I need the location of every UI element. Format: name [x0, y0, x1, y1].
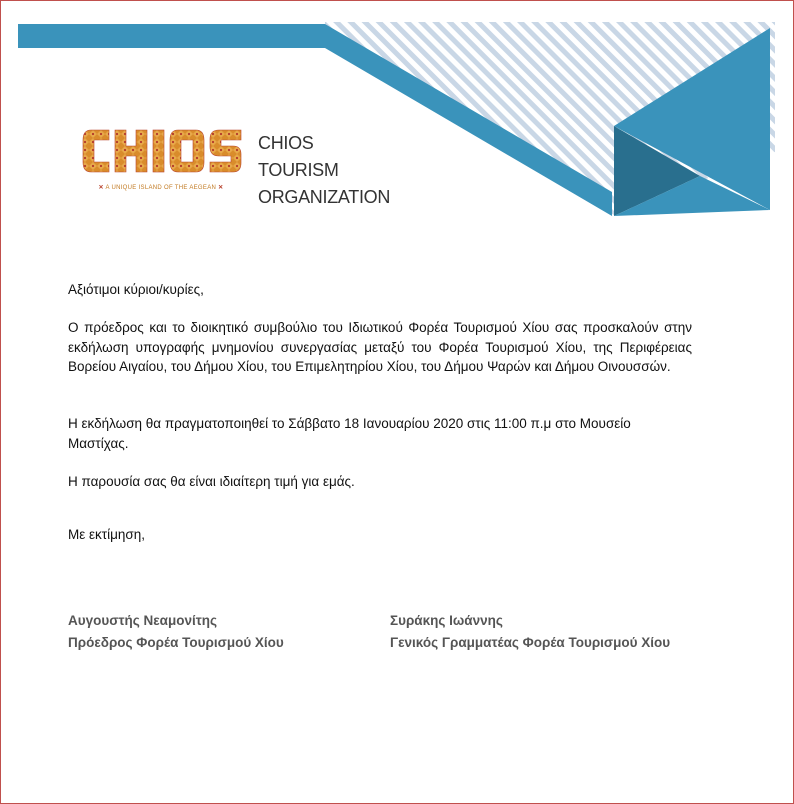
- org-name-line2: ORGANIZATION: [258, 187, 391, 207]
- salutation: Αξιότιμοι κύριοι/κυρίες,: [68, 282, 204, 297]
- closing: Με εκτίμηση,: [68, 527, 145, 542]
- signature-secretary: [390, 610, 670, 654]
- signatory-name: Αυγουστής Νεαμονίτης: [68, 613, 218, 628]
- logo-tagline-text: A UNIQUE ISLAND OF THE AEGEAN: [105, 185, 217, 191]
- signatory-title: Γενικός Γραμματέας Φορέα Τουρισμού Χίου: [390, 635, 671, 650]
- header-banner-graphic: [0, 0, 794, 230]
- chios-wordmark-icon: [81, 122, 246, 180]
- tagline-ornament-left-icon: ✕: [98, 185, 104, 191]
- signatory-title: Πρόεδρος Φορέα Τουρισμού Χίου: [68, 635, 284, 650]
- invitation-paragraph: Ο πρόεδρος και το διοικητικό συμβούλιο του Ιδιωτικού Φορέα Τουρισμού Χίου σας προσκαλούν στην εκδήλωση υπογραφής μνημονίου συνεργασίας μεταξύ του Φορέα Τουρισμού Χίου, της Περιφέρειας Βορείου Αιγαίου, του Δήμου Χίου, του Επιμελητηρίου Χίου, του Δήμου Ψαρών και Δήμου Οινουσσών.: [68, 320, 692, 374]
- signatory-name: Συράκης Ιωάννης: [390, 613, 503, 628]
- chios-logo: [81, 122, 391, 207]
- honor-paragraph: Η παρουσία σας θα είναι ιδιαίτερη τιμή για εμάς.: [68, 474, 355, 489]
- logo-tagline: [81, 184, 241, 191]
- tagline-ornament-right-icon: ✕: [218, 185, 224, 191]
- org-name: [258, 130, 390, 211]
- org-name-line1: CHIOS TOURISM: [258, 133, 339, 180]
- signature-president: [68, 610, 284, 654]
- event-details-paragraph: Η εκδήλωση θα πραγματοποιηθεί το Σάββατο 18 Ιανουαρίου 2020 στις 11:00 π.μ στο Μουσείο Μαστίχας.: [68, 416, 631, 451]
